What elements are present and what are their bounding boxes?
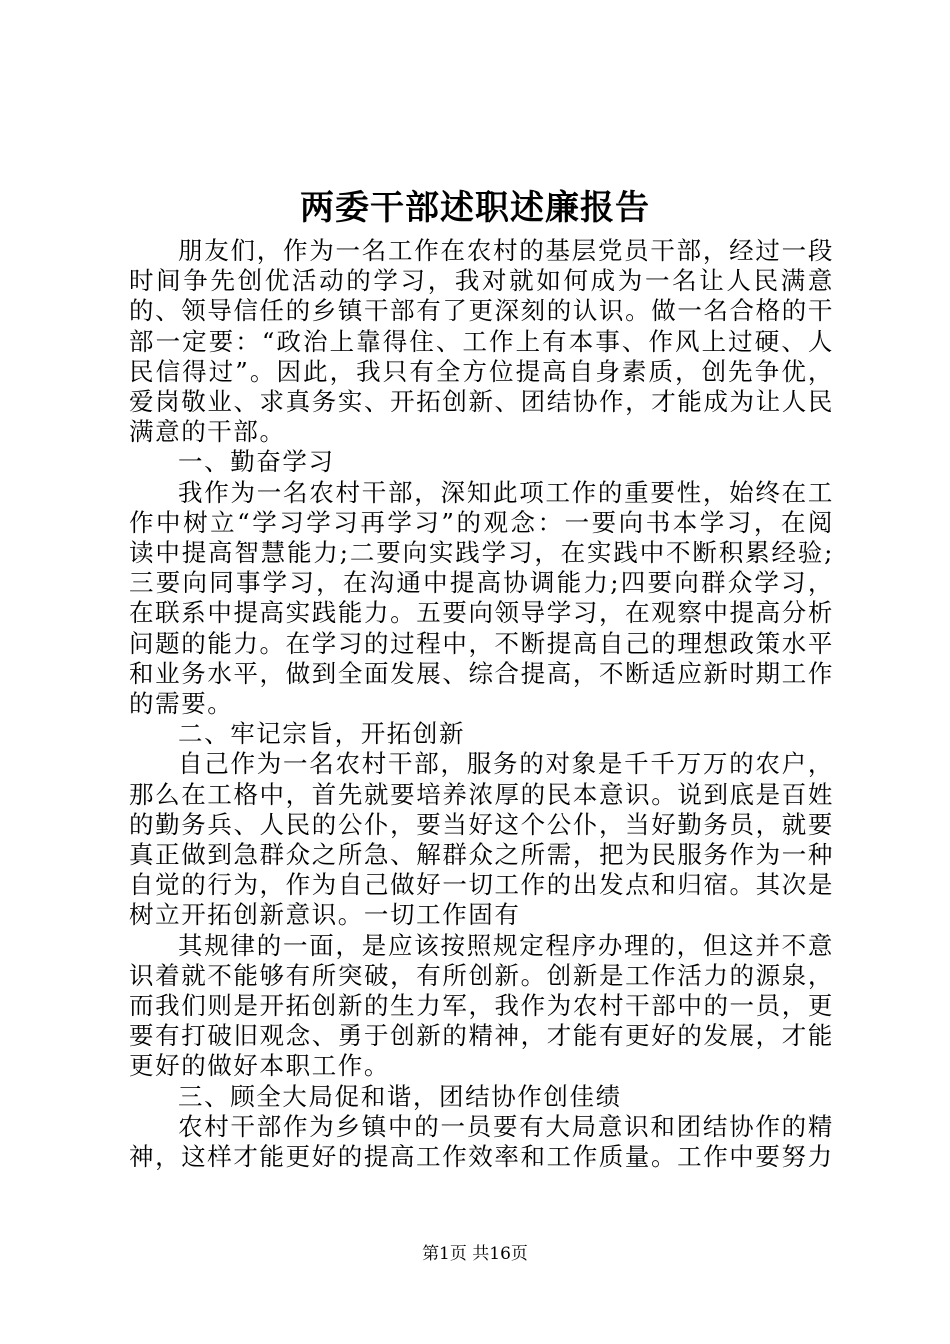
section-heading-2: 二、牢记宗旨，开拓创新	[178, 719, 466, 749]
paragraph-purpose: 自己作为一名农村干部，服务的对象是千千万万的农户，那么在工格中，首先就要培养浓厚的民本意识。说到底是百姓的勤务兵、人民的公仆，要当好这个公仆，当好勤务员，就要真正做到急群众之所急、解群众之所需，把为民服务作为一种自觉的行为，作为自己做好一切工作的出发点和归宿。其次是树立开拓创新意识。一切工作固有	[129, 749, 834, 930]
section-heading-1: 一、勤奋学习	[178, 447, 335, 477]
paragraph-intro: 朋友们，作为一名工作在农村的基层党员干部，经过一段时间争先创优活动的学习，我对就如何成为一名让人民满意的、领导信任的乡镇干部有了更深刻的认识。做一名合格的干部一定要：“政治上靠得住、工作上有本事、作风上过硬、人民信得过”。因此，我只有全方位提高自身素质，创先争优，爱岗敬业、求真务实、开拓创新、团结协作，才能成为让人民满意的干部。	[129, 236, 834, 447]
page-number-footer: 第1页 共16页	[422, 1244, 528, 1264]
document-body	[129, 236, 834, 1172]
document-title: 两委干部述职述廉报告	[300, 188, 650, 228]
paragraph-study: 我作为一名农村干部，深知此项工作的重要性，始终在工作中树立“学习学习再学习”的观念：一要向书本学习，在阅读中提高智慧能力;二要向实践学习，在实践中不断积累经验;三要向同事学习，在沟通中提高协调能力;四要向群众学习，在联系中提高实践能力。五要向领导学习，在观察中提高分析问题的能力。在学习的过程中，不断提高自己的理想政策水平和业务水平，做到全面发展、综合提高，不断适应新时期工作的需要。	[129, 477, 834, 719]
paragraph-innovation: 其规律的一面，是应该按照规定程序办理的，但这并不意识着就不能够有所突破，有所创新。创新是工作活力的源泉，而我们则是开拓创新的生力军，我作为农村干部中的一员，更要有打破旧观念、勇于创新的精神，才能有更好的发展，才能更好的做好本职工作。	[129, 930, 834, 1081]
section-heading-3: 三、顾全大局促和谐，团结协作创佳绩	[178, 1081, 622, 1111]
paragraph-teamwork: 农村干部作为乡镇中的一员要有大局意识和团结协作的精神，这样才能更好的提高工作效率和工作质量。工作中要努力	[129, 1111, 834, 1172]
